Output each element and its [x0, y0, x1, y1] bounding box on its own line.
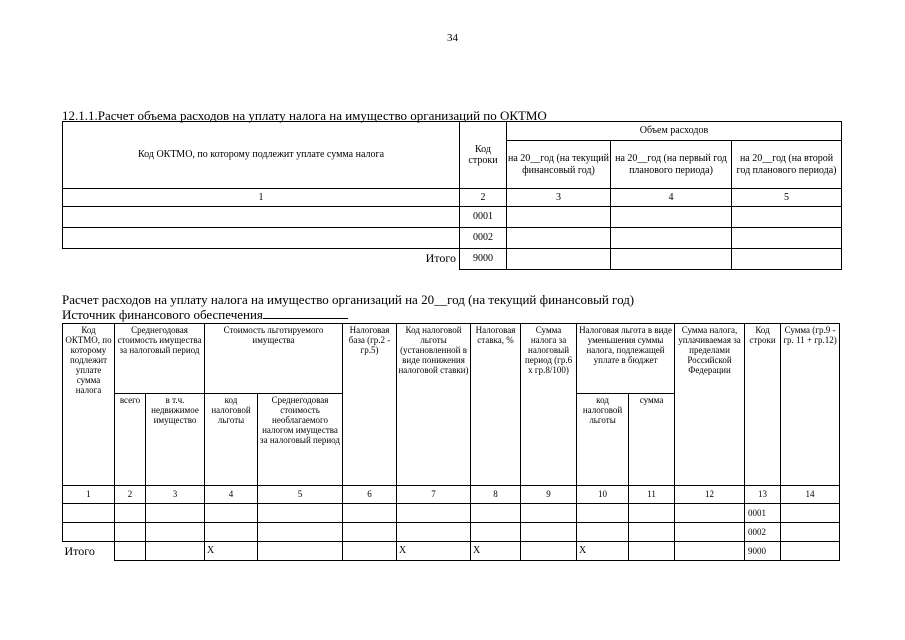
value-cell[interactable] [732, 207, 842, 228]
value-cell[interactable] [507, 228, 611, 249]
table2-caption: Расчет расходов на уплату налога на имущество организаций на 20__год (на текущий финансовый год) [62, 292, 635, 307]
value-cell[interactable] [675, 542, 745, 561]
column-number: 2 [115, 486, 146, 504]
value-cell[interactable] [732, 249, 842, 270]
value-cell[interactable] [507, 249, 611, 270]
header-reduction-sum: сумма [629, 394, 675, 486]
column-numbers-row [63, 189, 842, 207]
oktmo-cell[interactable] [63, 228, 460, 249]
value-cell[interactable] [258, 542, 343, 561]
value-cell[interactable] [521, 523, 577, 542]
header-non-taxable-cost: Среднегодовая стоимость необлагаемого налогом имущества за налоговый период [258, 394, 343, 486]
value-cell[interactable] [397, 504, 471, 523]
column-number: 2 [460, 189, 507, 207]
total-code-cell: 9000 [745, 542, 781, 561]
value-cell[interactable] [629, 542, 675, 561]
row-code-cell: 0002 [745, 523, 781, 542]
column-number: 9 [521, 486, 577, 504]
column-number: 10 [577, 486, 629, 504]
value-cell[interactable] [781, 523, 840, 542]
column-number: 3 [507, 189, 611, 207]
value-cell[interactable] [63, 523, 115, 542]
header-avg-cost: Среднегодовая стоимость имущества за налоговый период [115, 324, 205, 394]
header-benefit-reduction: Налоговая льгота в виде уменьшения суммы налога, подлежащей уплате в бюджет [577, 324, 675, 394]
value-cell[interactable] [577, 504, 629, 523]
header-row-code: Код строки [745, 324, 781, 486]
funding-source-line [62, 307, 348, 323]
header-benefit-cost: Стоимость льготируемого имущества [205, 324, 343, 394]
value-cell[interactable] [343, 542, 397, 561]
header-total: всего [115, 394, 146, 486]
column-number: 14 [781, 486, 840, 504]
column-number: 4 [205, 486, 258, 504]
header-benefit-code: код налоговой льготы [205, 394, 258, 486]
column-number: 8 [471, 486, 521, 504]
value-cell[interactable] [258, 504, 343, 523]
value-cell[interactable] [611, 207, 732, 228]
value-cell[interactable] [258, 523, 343, 542]
table-row [63, 207, 842, 228]
table1-oktmo-expenses [62, 121, 842, 270]
total-label: Итого [64, 543, 95, 558]
table2-tax-calculation [62, 323, 840, 561]
value-cell[interactable] [471, 523, 521, 542]
x-mark-cell: X [577, 542, 629, 561]
value-cell[interactable] [146, 542, 205, 561]
value-cell[interactable] [675, 523, 745, 542]
header-benefit-code-rate: Код налоговой льготы (установленной в виде понижения налоговой ставки) [397, 324, 471, 486]
header-year-second: на 20__год (на второй год планового периода) [732, 141, 842, 189]
total-row [63, 542, 840, 561]
column-number: 6 [343, 486, 397, 504]
value-cell[interactable] [205, 504, 258, 523]
value-cell[interactable] [611, 228, 732, 249]
header-row-code: Код строки [460, 122, 507, 189]
value-cell[interactable] [471, 504, 521, 523]
header-year-current: на 20__год (на текущий финансовый год) [507, 141, 611, 189]
column-number: 7 [397, 486, 471, 504]
header-expenses: Объем расходов [507, 122, 842, 141]
value-cell[interactable] [629, 504, 675, 523]
header-year-first: на 20__год (на первый год планового периода) [611, 141, 732, 189]
column-number: 5 [732, 189, 842, 207]
value-cell[interactable] [521, 542, 577, 561]
value-cell[interactable] [675, 504, 745, 523]
table1-caption: 12.1.1.Расчет объема расходов на уплату налога на имущество организаций по ОКТМО [62, 108, 547, 123]
header-oktmo: Код ОКТМО, по которому подлежит уплате сумма налога [63, 122, 460, 189]
oktmo-cell[interactable] [63, 207, 460, 228]
page-number: 34 [447, 32, 458, 44]
column-number: 5 [258, 486, 343, 504]
row-code-cell: 0002 [460, 228, 507, 249]
value-cell[interactable] [205, 523, 258, 542]
value-cell[interactable] [146, 523, 205, 542]
header-tax-base: Налоговая база (гр.2 - гр.5) [343, 324, 397, 486]
value-cell[interactable] [732, 228, 842, 249]
column-number: 1 [63, 486, 115, 504]
table-row [63, 523, 840, 542]
x-mark-cell: X [471, 542, 521, 561]
value-cell[interactable] [781, 504, 840, 523]
value-cell[interactable] [611, 249, 732, 270]
header-tax-amount: Сумма налога за налоговый период (гр.6 х гр.8/100) [521, 324, 577, 486]
table-row [63, 228, 842, 249]
value-cell[interactable] [397, 523, 471, 542]
value-cell[interactable] [577, 523, 629, 542]
row-code-cell: 0001 [460, 207, 507, 228]
value-cell[interactable] [146, 504, 205, 523]
value-cell[interactable] [521, 504, 577, 523]
value-cell[interactable] [115, 504, 146, 523]
column-number: 4 [611, 189, 732, 207]
table-row [63, 504, 840, 523]
column-number: 13 [745, 486, 781, 504]
value-cell[interactable] [507, 207, 611, 228]
header-reduction-code: код налоговой льготы [577, 394, 629, 486]
funding-source-blank[interactable] [263, 307, 348, 319]
total-row [63, 249, 842, 270]
row-code-cell: 0001 [745, 504, 781, 523]
column-number: 12 [675, 486, 745, 504]
total-code-cell: 9000 [460, 249, 507, 270]
value-cell[interactable] [629, 523, 675, 542]
value-cell[interactable] [343, 523, 397, 542]
column-number: 3 [146, 486, 205, 504]
value-cell[interactable] [343, 504, 397, 523]
x-mark-cell: X [397, 542, 471, 561]
header-sum: Сумма (гр.9 - гр. 11 + гр.12) [781, 324, 840, 486]
value-cell[interactable] [781, 542, 840, 561]
header-oktmo: Код ОКТМО, по которому подлежит уплате сумма налога [63, 324, 115, 486]
column-number: 1 [63, 189, 460, 207]
funding-source-label: Источник финансового обеспечения [62, 307, 263, 322]
x-mark-cell: X [205, 542, 258, 561]
header-tax-abroad: Сумма налога, уплачиваемая за пределами Российской Федерации [675, 324, 745, 486]
total-label: Итого [63, 249, 460, 270]
value-cell[interactable] [63, 504, 115, 523]
value-cell[interactable] [115, 523, 146, 542]
header-tax-rate: Налоговая ставка, % [471, 324, 521, 486]
column-number: 11 [629, 486, 675, 504]
header-real-estate: в т.ч. недвижимое имущество [146, 394, 205, 486]
value-cell[interactable] [115, 542, 146, 561]
column-numbers-row [63, 486, 840, 504]
